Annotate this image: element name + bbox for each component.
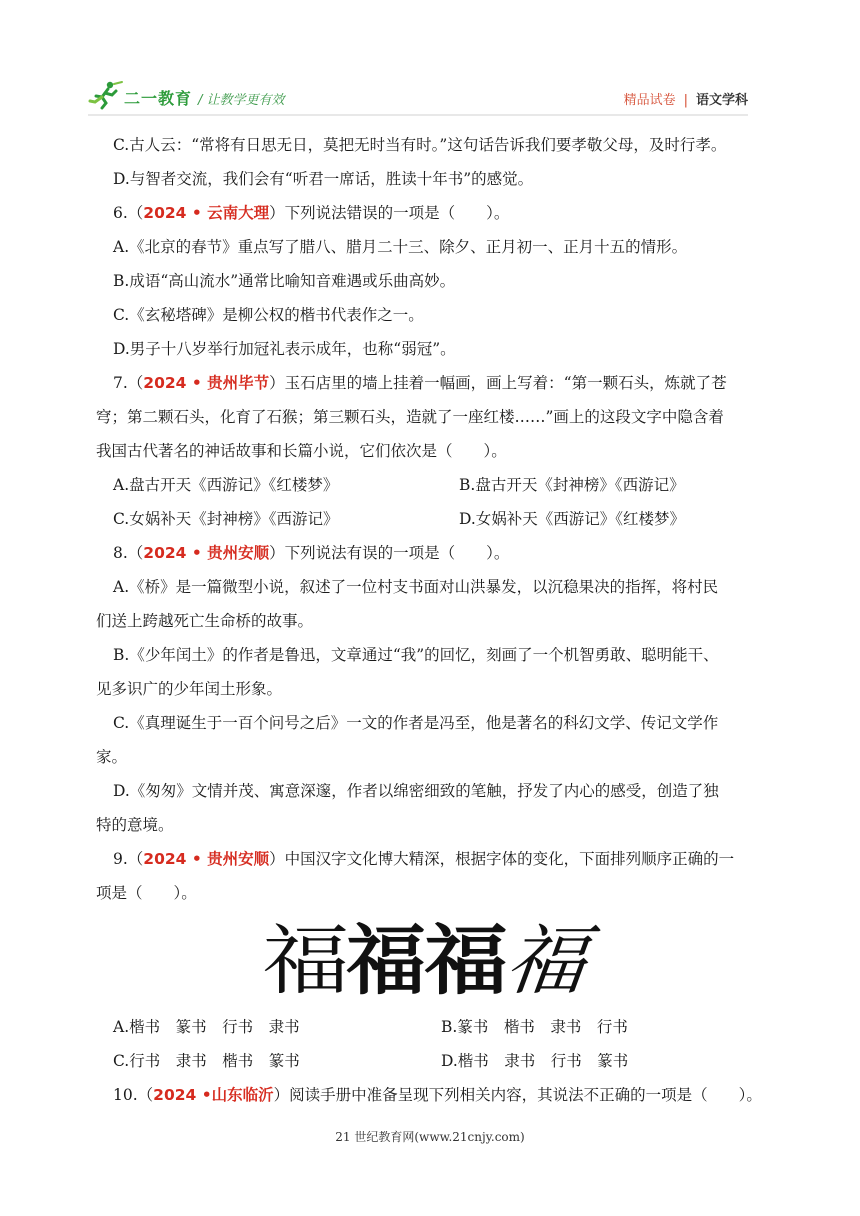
header-divider (88, 114, 748, 116)
option-d: D.楷书 隶书 行书 篆书 (441, 1052, 629, 1070)
source-tag: 2024 • 贵州毕节 (143, 374, 270, 392)
question-7-stem (96, 366, 756, 400)
source-tag: 2024 •山东临沂 (153, 1086, 274, 1104)
option-line: B.成语“高山流水”通常比喻知音难遇或乐曲高妙。 (113, 272, 456, 290)
question-text: ）中国汉字文化博大精深，根据字体的变化，下面排列顺序正确的一 (269, 850, 735, 868)
source-tag: 2024 • 贵州安顺 (143, 850, 270, 868)
option-c: C.女娲补天《封神榜》《西游记》 (113, 510, 339, 528)
question-content (96, 128, 762, 1112)
question-8-stem (96, 536, 756, 570)
slogan: / 让教学更有效 (198, 93, 285, 108)
option-b: B.篆书 楷书 隶书 行书 (441, 1018, 628, 1036)
question-number: 7.（ (113, 374, 144, 392)
question-number: 6.（ (113, 204, 144, 222)
header-label-exam: 精品试卷 (623, 93, 676, 108)
option-line: C.古人云：“常将有日思无日，莫把无时当有时。”这句话告诉我们要孝敬父母，及时行孝。 (113, 136, 727, 154)
question-text-line: 项是（ ）。 (96, 884, 197, 902)
source-tag: 2024 • 贵州安顺 (143, 544, 270, 562)
option-line-cont: 特的意境。 (96, 816, 174, 834)
option-line: C.《真理诞生于一百个问号之后》一文的作者是冯至，他是著名的科幻文学、传记文学作 (113, 714, 719, 732)
option-row (96, 468, 756, 502)
option-line: D.男子十八岁举行加冠礼表示成年，也称“弱冠”。 (113, 340, 456, 358)
question-text-line: 穹；第二颗石头，化育了石猴；第三颗石头，造就了一座红楼……”画上的这段文字中隐含着 (96, 408, 724, 426)
option-row (96, 1010, 756, 1044)
option-a: A.盘古开天《西游记》《红楼梦》 (113, 476, 339, 494)
option-line: A.《桥》是一篇微型小说，叙述了一位村支书面对山洪暴发，以沉稳果决的指挥，将村民 (113, 578, 719, 596)
option-a: A.楷书 篆书 行书 隶书 (113, 1018, 300, 1036)
option-line-cont: 家。 (96, 748, 128, 766)
question-text: ）下列说法错误的一项是（ ）。 (269, 204, 510, 222)
question-6-stem (96, 196, 756, 230)
option-b: B.盘古开天《封神榜》《西游记》 (459, 476, 685, 494)
option-d: D.女娲补天《西游记》《红楼梦》 (459, 510, 686, 528)
option-row (96, 1044, 756, 1078)
option-line: D.与智者交流，我们会有“听君一席话，胜读十年书”的感觉。 (113, 170, 534, 188)
question-text: ）下列说法有误的一项是（ ）。 (269, 544, 510, 562)
question-9-stem (96, 842, 756, 876)
option-line-cont: 们送上跨越死亡生命桥的故事。 (96, 612, 314, 630)
question-text-line: 我国古代著名的神话故事和长篇小说，它们依次是（ ）。 (96, 442, 507, 460)
question-number: 8.（ (113, 544, 144, 562)
option-line: A.《北京的春节》重点写了腊八、腊月二十三、除夕、正月初一、正月十五的情形。 (113, 238, 688, 256)
option-line: D.《匆匆》文情并茂、寓意深邃，作者以绵密细致的笔触，抒发了内心的感受，创造了独 (113, 782, 719, 800)
fu-character-1: 福 (262, 916, 350, 1005)
fu-character-2: 福 (346, 916, 426, 1005)
page-header (88, 80, 748, 114)
option-row (96, 502, 756, 536)
calligraphy-image (96, 914, 756, 1008)
logo-text: 二一教育 (124, 89, 193, 108)
option-line: C.《玄秘塔碑》是柳公权的楷书代表作之一。 (113, 306, 424, 324)
fu-character-4: 福 (501, 916, 591, 1005)
option-line: B.《少年闰土》的作者是鲁迅，文章通过“我”的回忆，刻画了一个机智勇敢、聪明能干、 (113, 646, 719, 664)
runner-logo-icon (88, 80, 124, 110)
fu-character-3: 福 (424, 916, 508, 1005)
question-text: ）阅读手册中准备呈现下列相关内容，其说法不正确的一项是（ ）。 (273, 1086, 762, 1104)
source-tag: 2024 • 云南大理 (143, 204, 270, 222)
question-number: 9.（ (113, 850, 144, 868)
page-footer: 21 世纪教育网(www.21cnjy.com) (335, 1130, 525, 1144)
question-text: ）玉石店里的墙上挂着一幅画，画上写着：“第一颗石头，炼就了苍 (269, 374, 727, 392)
header-right (624, 89, 748, 108)
question-number: 10.（ (113, 1086, 154, 1104)
option-line-cont: 见多识广的少年闰土形象。 (96, 680, 283, 698)
header-separator: | (683, 93, 688, 108)
header-label-subject: 语文学科 (695, 93, 748, 108)
question-10-stem (96, 1078, 762, 1112)
option-c: C.行书 隶书 楷书 篆书 (113, 1052, 300, 1070)
